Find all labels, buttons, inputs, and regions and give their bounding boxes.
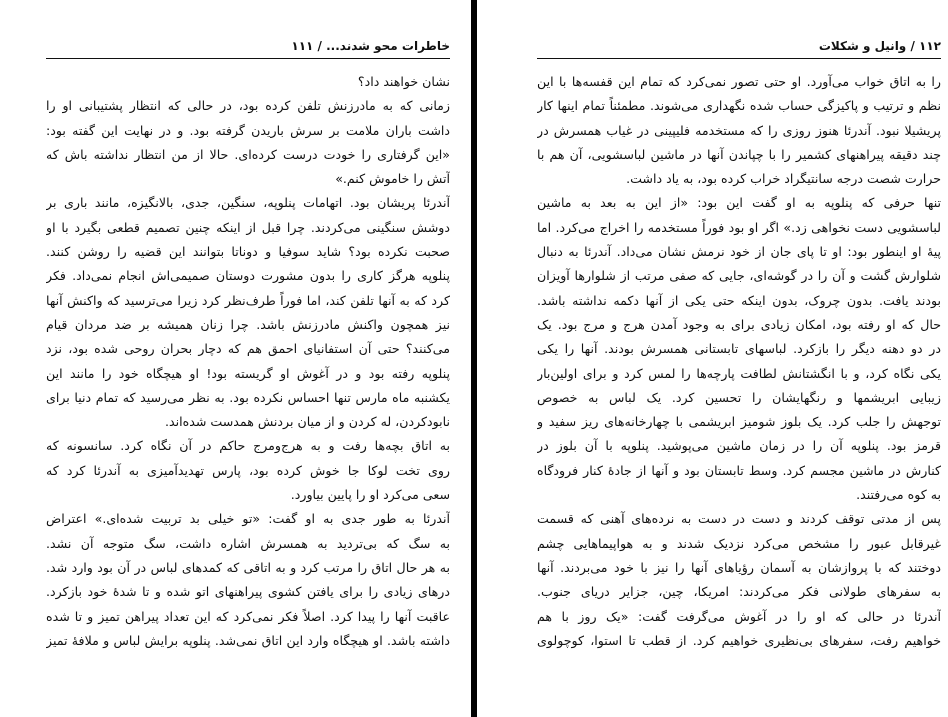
body-text <box>537 70 941 653</box>
text-line: دوختند که با پروازشان به آسمان رؤیاهای آنها را نیز با خود می‌بردند. آنها <box>537 559 941 575</box>
text-line: یکی نگاه کرد، و با انگشتانش لطافت پارچه‌ها را لمس کرد و برای اولین‌بار <box>537 365 941 381</box>
text-line: پریشیلا نبود. آندرئا هنوز روزی را که مستخدمه فلیپینی در غیاب همسرش در <box>537 122 941 138</box>
text-line: در دو دهنه دیگر را بازکرد. لباسهای تابستانی همسرش بودند. آنها را یکی <box>537 341 941 357</box>
text-line: حال که او رفته بود، امکان زیادی برای به وجود آمدن هرج و مرج بود. یک <box>537 316 941 332</box>
text-line: بودند یافت. بدون چروک، بدون اینکه حتی یکی از آنها دکمه نداشته باشد. <box>537 292 941 308</box>
text-line: آندرئا به طور جدی به او گفت: «تو خیلی بد تربیت شده‌ای.» اعتراض <box>46 511 450 527</box>
running-title: ۱۱۲ / وانیل و شکلات <box>818 39 941 53</box>
header-rule <box>537 58 941 59</box>
text-line: می‌کنند؟ حتی آن استفانیای احمق هم که دچار بحران روحی شده بود، نزد <box>46 341 450 357</box>
text-line: به اتاق بچه‌ها رفت و به هرج‌ومرج حاکم در آن نگاه کرد. سانسونه که <box>46 438 450 454</box>
text-line: پیهٔ او اینطور بود: او تا پای جان از خود نرمش نشان می‌داد. آندرئا به دنبال <box>537 244 941 260</box>
text-line: غیرقابل عبور را مشخص می‌کرد نزدیک شدند و به هواپیماهایی چشم <box>537 535 941 551</box>
text-line: «این گرفتاری را خودت درست کرده‌ای. حالا از من انتظار نداشته باش که <box>46 146 450 162</box>
running-title: خاطرات محو شدند... / ۱۱۱ <box>291 39 450 53</box>
text-line: شلوارش گشت و آن را در گوشه‌ای، جایی که صفی مرتب از شلوارها آویزان <box>537 268 941 284</box>
text-line: آندرئا پریشان بود. اتهامات پنلوپه، سنگین، جدی، بالانگیزه، مانند باری بر <box>46 195 450 211</box>
body-text <box>46 70 450 653</box>
text-line: نظم و ترتیب و پاکیزگی حساب شده نگهداری می‌شوند. مطمئناً تمام اینها کار <box>537 98 941 114</box>
text-line: زمانی که به مادرزنش تلفن کرده بود، در حالی که انتظار پشتیبانی او را <box>46 98 450 114</box>
text-line: سعی می‌کرد او را پایین بیاورد. <box>290 487 450 503</box>
text-line: به سگ که بی‌تردید به همسرش اشاره داشت، سگ متوجه آن نشد. <box>46 535 450 551</box>
text-line: صحبت نکرده بود؟ شاید سوفیا و دوناتا بتوانند این قضیه را روشن کنند. <box>46 244 450 260</box>
text-line: را به اتاق خواب می‌آورد. او حتی تصور نمی‌کرد که تمام این قفسه‌ها با این <box>537 74 941 89</box>
text-line: داشت باران ملامت بر سرش باریدن گرفته بود. و در نهایت این گفته بود: <box>46 122 450 138</box>
text-line: دوشش سنگینی می‌کردند. چرا قبل از اینکه چنین تصمیم قطعی بگیرد با او <box>46 219 450 235</box>
text-line: کنارش در ماشین مجسم کرد. وسط تابستان بود و آنها از جادهٔ کنار فرودگاه <box>537 462 941 478</box>
text-line: درهای زیادی را برای یافتن کشوی پیراهنهای اتو شده و تا شدهٔ خود بازکرد. <box>46 584 450 600</box>
text-line: کرد که به آنها تلفن کند، اما فوراً طرف‌نظر کرد زیرا می‌ترسید که واکنش آنها <box>46 292 450 308</box>
text-line: حرارت شصت درجه سانتیگراد خراب کرده بود، به یاد داشت. <box>626 171 941 187</box>
text-line: آتش را خاموش کنم.» <box>335 171 450 187</box>
text-line: نشان خواهند داد؟ <box>357 74 450 89</box>
text-line: یکشنبه ماه مارس تنها احساس نکرده بود. به نظر می‌رسید که تمام دنیا برای <box>46 389 450 405</box>
left-page <box>0 0 471 717</box>
text-line: قرمز بود. پنلوپه آن را در زمان ماشین می‌پوشید. پنلوپه با آن بلوز در <box>537 438 941 454</box>
right-page <box>477 0 948 717</box>
text-line: به کوه می‌رفتند. <box>856 487 941 503</box>
text-line: لباسشویی دست نخواهی زد.» اگر او بود فوراً مستخدمه را اخراج می‌کرد. اما <box>537 219 941 235</box>
text-line: داشته باشد. او هیچگاه وارد این اتاق نمی‌شد. پنلوپه برایش لباس و ملافهٔ تمیز <box>46 632 450 648</box>
text-line: پنلوپه هرگز کاری را بدون مشورت دوستان صمیمی‌اش انجام نمی‌داد. فکر <box>46 268 450 284</box>
text-line: آندرئا در حالی که او را در آغوش می‌گرفت گفت: «یک روز با هم <box>537 608 941 624</box>
text-line: روی تخت لوکا جا خوش کرده بود، پارس تهدیدآمیزی به آندرئا کرد که <box>46 462 450 478</box>
text-line: به هر حال اتاق را مرتب کرد و به اتاقی که کمدهای لباس در آن بود وارد شد. <box>46 559 450 575</box>
text-line: تنها حرفی که پنلوپه به او گفت این بود: «از این به بعد به ماشین <box>537 195 941 211</box>
text-line: نیز همچون واکنش مادرزنش باشد. چرا زنان همیشه بر ضد مردان قیام <box>46 316 450 332</box>
text-line: پنلوپه رفته بود و در آغوش او گریسته بود! او هیچگاه خود را مانند این <box>46 365 450 381</box>
text-line: توجهش را جلب کرد. یک بلوز شومیز ابریشمی با چهارخانه‌های ریز سفید و <box>537 414 941 430</box>
text-line: خواهیم رفت، سفرهای بی‌نظیری خواهیم کرد. از قطب تا استوا، کوچولوی <box>537 632 941 648</box>
text-line: زیبایی ابریشمها و رنگهایشان را تحسین کرد. یک لباس به خصوص <box>537 389 941 405</box>
header-rule <box>46 58 450 59</box>
text-line: عاقبت آنها را پیدا کرد. اصلاً فکر نمی‌کرد که این تعداد پیراهن تمیز و تا شده <box>46 608 450 624</box>
text-line: به سفرهای طولانی فکر می‌کردند: امریکا، چین، جزایر دریای جنوب. <box>537 584 941 600</box>
text-line: نابودکردن، له کردن و از میان بردنش همدست شده‌اند. <box>165 414 450 430</box>
text-line: پس از مدتی توقف کردند و دست در دست به نرده‌های آهنی که قسمت <box>537 511 941 527</box>
text-line: چند دقیقه پیراهنهای کشمیر را با چپاندن آنها در ماشین لباسشویی، آن هم با <box>537 146 941 162</box>
